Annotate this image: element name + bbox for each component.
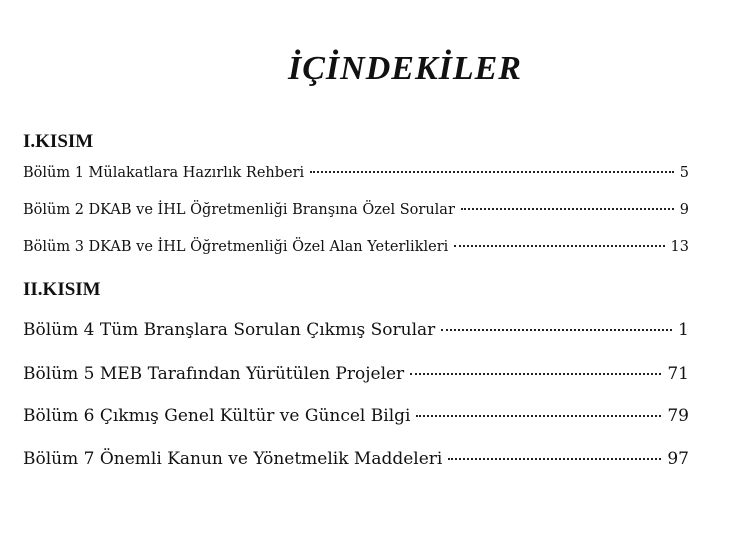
toc-entry [23,320,689,340]
dot-leader [441,329,672,331]
part-heading-1: I.KISIM [23,131,94,152]
toc-entry [23,165,689,181]
toc-entry-label: Bölüm 7 Önemli Kanun ve Yönetmelik Maddeleri [23,449,443,469]
toc-entry-page: 97 [667,449,689,469]
toc-entry-page: 13 [670,239,689,255]
toc-entry-label: Bölüm 2 DKAB ve İHL Öğretmenliği Branşına Özel Sorular [23,202,455,218]
dot-leader [310,171,674,173]
toc-entry-page: 5 [679,165,689,181]
toc-entry [23,202,689,218]
toc-entry-label: Bölüm 4 Tüm Branşlara Sorulan Çıkmış Sorular [23,320,436,340]
toc-entry [23,406,689,426]
dot-leader [448,458,661,460]
toc-entry-page: 79 [667,406,689,426]
part-heading-2: II.KISIM [23,279,101,300]
toc-entry-label: Bölüm 1 Mülakatlara Hazırlık Rehberi [23,165,305,181]
toc-entry-label: Bölüm 5 MEB Tarafından Yürütülen Projeler [23,364,405,384]
dot-leader [410,373,661,375]
dot-leader [461,208,674,210]
dot-leader [416,415,661,417]
toc-entry-label: Bölüm 6 Çıkmış Genel Kültür ve Güncel Bilgi [23,406,411,426]
toc-entry-page: 71 [667,364,689,384]
toc-entry-page: 1 [678,320,689,340]
toc-title: İÇİNDEKİLER [288,50,522,87]
toc-entry [23,239,689,255]
toc-entry [23,364,689,384]
toc-entry [23,449,689,469]
toc-entry-page: 9 [679,202,689,218]
toc-entry-label: Bölüm 3 DKAB ve İHL Öğretmenliği Özel Alan Yeterlikleri [23,239,449,255]
dot-leader [454,245,664,247]
